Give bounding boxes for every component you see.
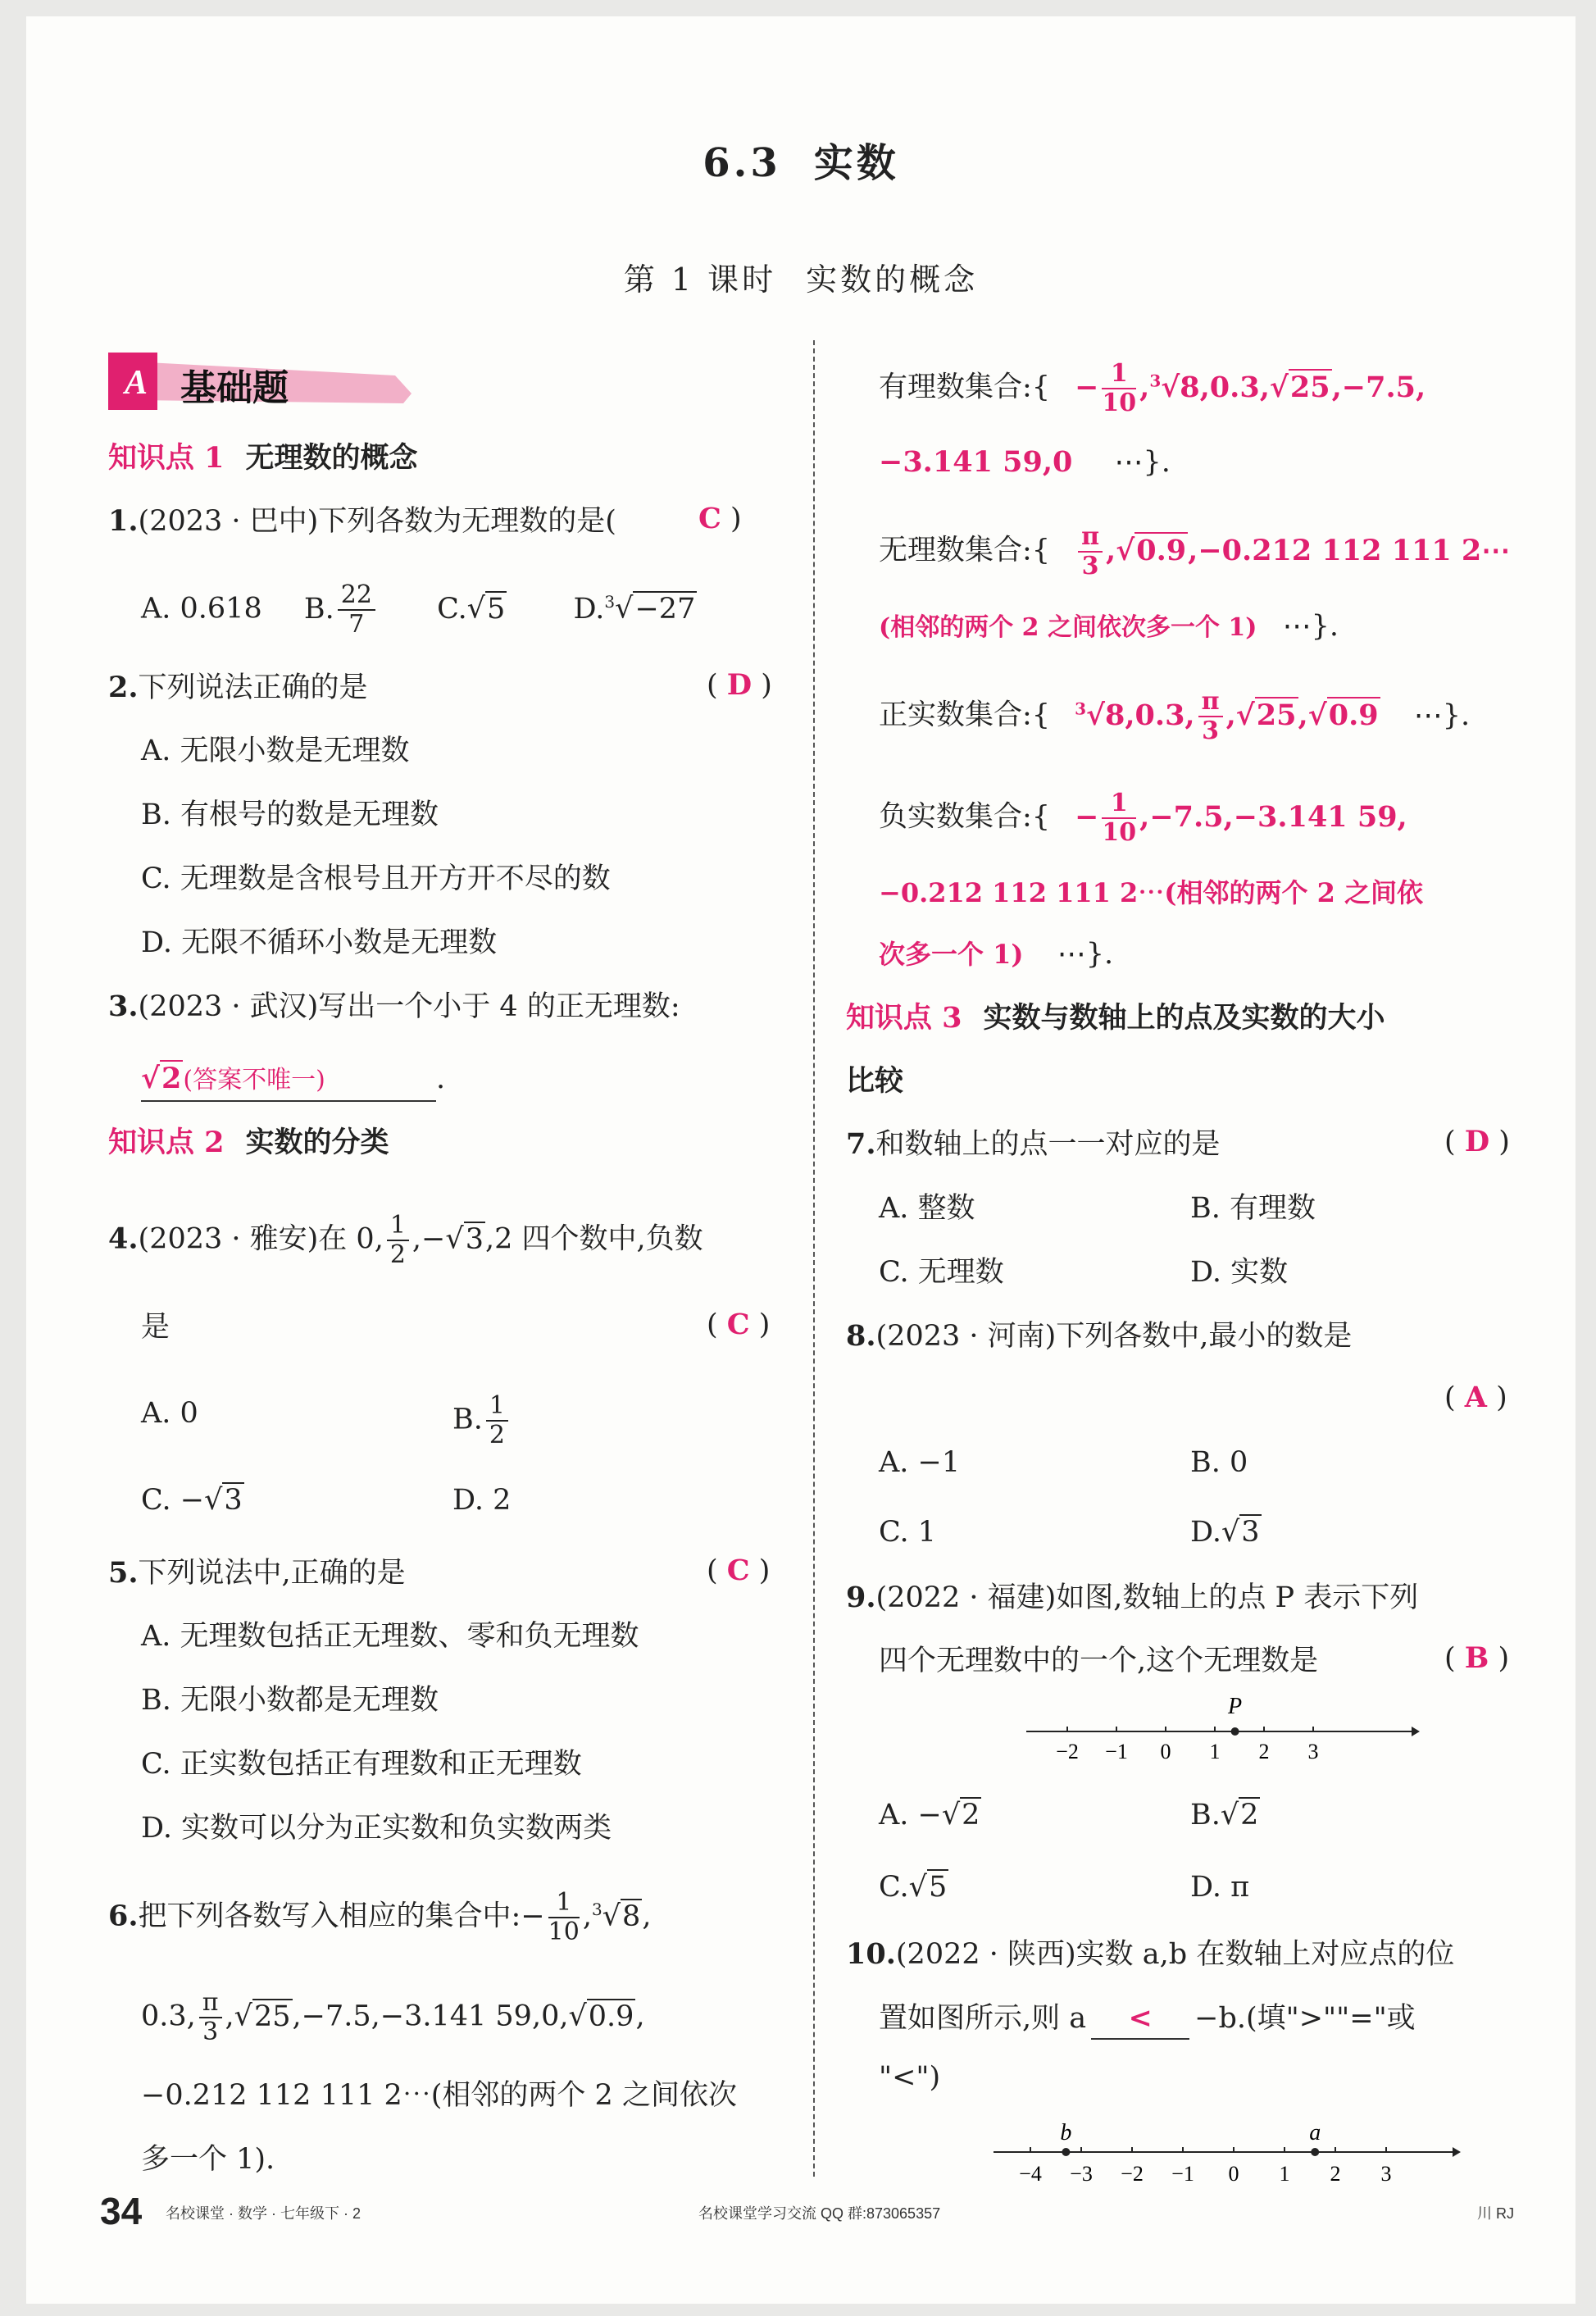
question-10-stem-end: "<") [879, 2061, 941, 2094]
question-8-answer: ( A ) [1444, 1381, 1507, 1414]
question-7-option-c: C. 无理数 [879, 1256, 1004, 1289]
question-5-option-d: D. 实数可以分为正实数和负实数两类 [141, 1812, 612, 1845]
question-5-answer: ( C ) [707, 1554, 771, 1587]
axis-tick-label: −2 [1056, 1740, 1079, 1763]
question-5-stem: 5.下列说法中,正确的是 [108, 1556, 406, 1590]
question-5-option-a: A. 无理数包括正无理数、零和负无理数 [141, 1620, 639, 1653]
axis-tick-label: 3 [1380, 2162, 1392, 2186]
question-9-option-a: A. −√2 [879, 1799, 980, 1831]
point-p-dot [1231, 1727, 1239, 1736]
question-9-answer: ( B ) [1444, 1641, 1510, 1675]
question-8-stem: 8.(2023 · 河南)下列各数中,最小的数是 [846, 1319, 1353, 1353]
irrational-set: 无理数集合:{ $\frac{\pi}{3}$ ,√0.9,−0.212 112 111 2⋯ [879, 522, 1511, 580]
axis-tick-label: 1 [1209, 1740, 1221, 1763]
question-4-stem-cont: 是 [141, 1311, 171, 1344]
question-4-option-c: C. −√3 [141, 1484, 243, 1517]
knowledge-point-2: 知识点 2 实数的分类 [108, 1126, 389, 1159]
question-9-stem-cont: 四个无理数中的一个,这个无理数是 [879, 1645, 1319, 1677]
question-9-option-c: C.√5 [879, 1871, 948, 1904]
question-3-stem: 3.(2023 · 武汉)写出一个小于 4 的正无理数: [108, 990, 680, 1023]
point-b-dot [1062, 2148, 1070, 2156]
question-10-stem-cont: 置如图所示,则 a < −b.(填">""="或 [879, 1999, 1416, 2040]
point-b-label: b [1060, 2120, 1072, 2145]
question-4-stem: 4.(2023 · 雅安)在 0, $\frac{1}{2}$ ,−√3,2 四个数中,负数 [108, 1211, 703, 1269]
question-7-option-d: D. 实数 [1190, 1256, 1289, 1289]
question-2-answer: ( D ) [707, 668, 772, 702]
axis-tick-label: −3 [1070, 2162, 1093, 2186]
question-7-option-a: A. 整数 [879, 1192, 975, 1225]
question-4-answer: ( C ) [707, 1308, 771, 1341]
positive-set: 正实数集合:{ $^3$√8,0.3, $\frac{\pi}{3}$ ,√25,√0.9 ⋯}. [879, 687, 1471, 746]
question-6-stem: 6.把下列各数写入相应的集合中:− $\frac{1}{10}$ ,$^3$√8, [108, 1888, 652, 1947]
question-6-numbers-cont: −0.212 112 111 2⋯(相邻的两个 2 之间依次 [141, 2079, 737, 2112]
negative-set: 负实数集合:{ − $\frac{1}{10}$ ,−7.5,−3.141 59, [879, 789, 1407, 847]
question-8-option-b: B. 0 [1190, 1446, 1248, 1479]
negative-set-end: 次多一个 1) ⋯}. [879, 938, 1114, 971]
rational-set: 有理数集合:{ − $\frac{1}{10}$ ,$^3$√8,0.3,√25,−7.5, [879, 359, 1426, 418]
footer-qq-group: 名校课堂学习交流 QQ 群:873065357 [698, 2205, 941, 2222]
question-8-option-c: C. 1 [879, 1516, 937, 1549]
question-2-option-c: C. 无理数是含根号且开方开不尽的数 [141, 862, 611, 895]
question-10-number-line [994, 2115, 1461, 2189]
knowledge-point-3: 知识点 3 实数与数轴上的点及实数的大小 [846, 1001, 1385, 1035]
question-4-option-b: B. $\frac{1}{2}$ [452, 1394, 512, 1448]
question-3-answer: √2(答案不唯一) . [141, 1059, 445, 1102]
point-p-label: P [1228, 1694, 1243, 1719]
question-4-option-a: A. 0 [141, 1397, 198, 1430]
negative-set-cont: −0.212 112 111 2⋯(相邻的两个 2 之间依 [879, 877, 1423, 908]
question-8-option-a: A. −1 [879, 1446, 961, 1479]
rational-set-cont: −3.141 59,0 ⋯}. [879, 445, 1171, 479]
footer-edition: 川 RJ [1477, 2205, 1514, 2222]
question-2-stem: 2.下列说法正确的是 [108, 671, 368, 704]
question-6-numbers-end: 多一个 1). [141, 2143, 275, 2176]
question-1-stem: 1.(2023 · 巴中)下列各数为无理数的是( [108, 504, 616, 538]
axis-tick-label: −2 [1121, 2162, 1144, 2186]
knowledge-point-1: 知识点 1 无理数的概念 [108, 441, 418, 475]
axis-tick-label: 1 [1279, 2162, 1290, 2186]
axis-tick-label: −1 [1171, 2162, 1194, 2186]
question-9-option-d: D. π [1190, 1871, 1250, 1904]
axis-tick-label: 0 [1228, 2162, 1239, 2186]
question-2-option-a: A. 无限小数是无理数 [141, 735, 410, 767]
question-7-option-b: B. 有理数 [1190, 1192, 1316, 1225]
basic-level-badge [108, 353, 420, 418]
axis-tick-label: −4 [1019, 2162, 1042, 2186]
column-divider [813, 340, 815, 2177]
section-title: 6.3 实数 [703, 140, 899, 186]
question-9-stem: 9.(2022 · 福建)如图,数轴上的点 P 表示下列 [846, 1581, 1419, 1614]
axis-tick-label: 2 [1330, 2162, 1341, 2186]
question-5-option-b: B. 无限小数都是无理数 [141, 1684, 439, 1717]
page-number: 34 [100, 2190, 143, 2232]
question-2-option-b: B. 有根号的数是无理数 [141, 799, 439, 831]
axis-tick-label: 3 [1307, 1740, 1319, 1763]
question-7-stem: 7.和数轴上的点一一对应的是 [846, 1127, 1221, 1161]
knowledge-point-3-cont: 比较 [846, 1064, 904, 1098]
question-1-answer: C ) [698, 502, 742, 535]
question-2-option-d: D. 无限不循环小数是无理数 [141, 926, 498, 959]
axis-tick-label: −1 [1105, 1740, 1128, 1763]
badge-label: 基础题 [180, 367, 289, 409]
page [26, 16, 1576, 2304]
point-a-dot [1311, 2148, 1319, 2156]
question-7-answer: ( D ) [1444, 1125, 1510, 1158]
footer-book-title: 名校课堂 · 数学 · 七年级下 · 2 [166, 2205, 361, 2222]
irrational-set-cont: (相邻的两个 2 之间依次多一个 1) ⋯}. [879, 610, 1339, 643]
question-4-option-d: D. 2 [452, 1484, 512, 1517]
question-9-number-line [1026, 1689, 1420, 1763]
axis-tick-label: 2 [1258, 1740, 1270, 1763]
lesson-subtitle: 第 1 课时 实数的概念 [623, 262, 979, 298]
axis-tick-label: 0 [1160, 1740, 1171, 1763]
question-8-option-d: D.√3 [1190, 1516, 1260, 1549]
point-a-label: a [1309, 2120, 1321, 2145]
question-1-options: A. 0.618 B. $\frac{22}{7}$ C.√5 D.$^3$√−27 [141, 580, 696, 639]
question-10-stem: 10.(2022 · 陕西)实数 a,b 在数轴上对应点的位 [846, 1937, 1455, 1971]
question-5-option-c: C. 正实数包括正有理数和正无理数 [141, 1748, 582, 1781]
badge-letter: A [125, 364, 148, 402]
question-9-option-b: B.√2 [1190, 1799, 1259, 1831]
question-6-numbers: 0.3, $\frac{\pi}{3}$ ,√25,−7.5,−3.141 59,0,√0.9, [141, 1988, 645, 2046]
